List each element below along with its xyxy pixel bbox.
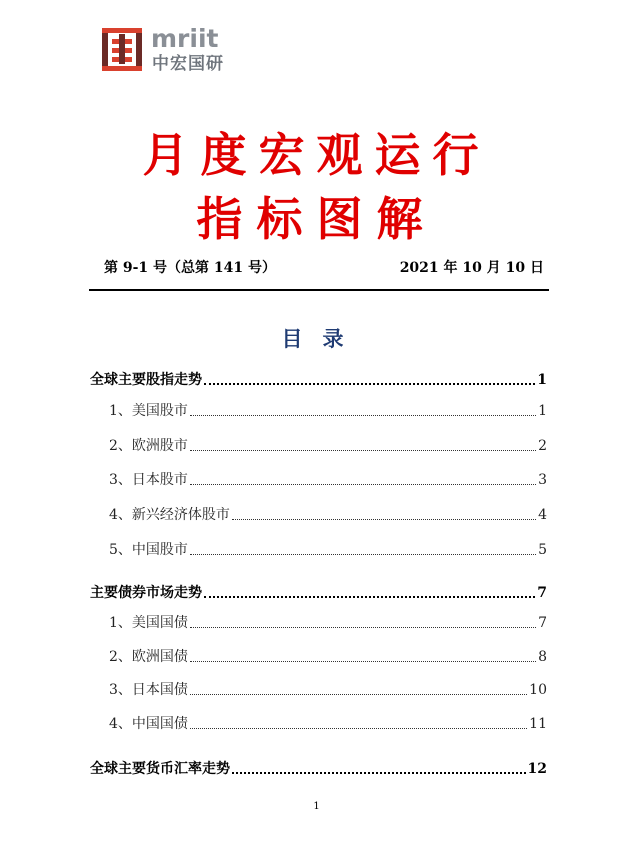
report-title-line-1: 月度宏观运行 [142,128,491,182]
issue-date: 2021 年 10 月 10 日 [399,260,544,276]
toc-sub-entry[interactable] [109,680,547,700]
toc-section-entry[interactable] [90,759,547,779]
toc-sub-entry[interactable] [109,540,547,560]
toc-entry-page: 10 [529,682,547,698]
toc-dot-leader [204,382,535,385]
toc-sub-entry[interactable] [109,647,547,667]
header-rule [89,289,549,291]
toc-sub-entry[interactable] [109,714,547,734]
toc-entry-page: 7 [537,585,547,601]
toc-dot-leader [190,483,536,485]
toc-entry-page: 2 [538,438,547,454]
toc-entry-page: 4 [538,507,547,523]
toc-dot-leader [190,553,536,555]
toc-entry-label: 1、美国国债 [109,615,188,631]
toc-entry-label: 2、欧洲股市 [109,438,188,454]
issue-number: 第 9-1 号（总第 141 号） [104,260,277,276]
brand-logo [100,22,260,80]
toc-dot-leader [190,660,536,662]
toc-dot-leader [204,595,535,598]
toc-dot-leader [190,727,527,729]
toc-sub-entry[interactable] [109,470,547,490]
toc-entry-page: 5 [538,542,547,558]
toc-dot-leader [232,771,526,774]
toc-entry-page: 3 [538,472,547,488]
toc-entry-page: 12 [527,761,547,777]
toc-dot-leader [190,449,536,451]
page-number: 1 [313,801,320,812]
toc-entry-label: 4、中国国债 [109,716,188,732]
toc-dot-leader [190,693,527,695]
toc-sub-entry[interactable] [109,436,547,456]
toc-entry-label: 3、日本国债 [109,682,188,698]
toc-entry-label: 主要债券市场走势 [90,585,202,601]
toc-section-entry[interactable] [90,370,547,390]
toc-entry-label: 3、日本股市 [109,472,188,488]
mriit-logo-icon [100,26,144,72]
toc-entry-label: 全球主要股指走势 [90,372,202,388]
toc-sub-entry[interactable] [109,401,547,421]
toc-section-entry[interactable] [90,583,547,603]
toc-entry-page: 11 [529,716,547,732]
toc-dot-leader [232,518,536,520]
toc-entry-label: 2、欧洲国债 [109,649,188,665]
toc-entry-page: 1 [538,403,547,419]
brand-name-cn: 中宏国研 [152,54,224,74]
toc-entry-page: 1 [537,372,547,388]
toc-heading: 目录 [281,326,364,351]
toc-entry-label: 4、新兴经济体股市 [109,507,230,523]
toc-dot-leader [190,626,536,628]
toc-sub-entry[interactable] [109,505,547,525]
toc-entry-page: 8 [538,649,547,665]
toc-entry-label: 5、中国股市 [109,542,188,558]
toc-sub-entry[interactable] [109,613,547,633]
report-title-line-2: 指标图解 [196,192,437,246]
toc-entry-page: 7 [538,615,547,631]
brand-name-en: mriit [151,24,219,53]
toc-entry-label: 1、美国股市 [109,403,188,419]
toc-entry-label: 全球主要货币汇率走势 [90,761,230,777]
toc-dot-leader [190,414,536,416]
